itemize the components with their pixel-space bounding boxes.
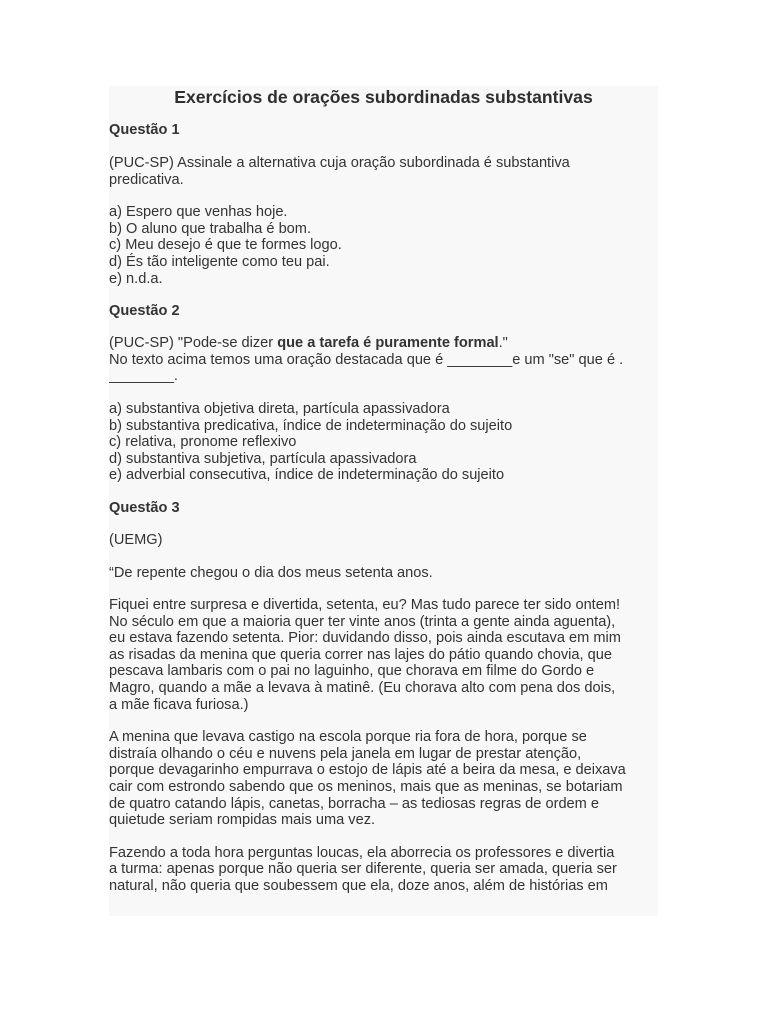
question-2-options (109, 401, 658, 484)
prompt-line: (PUC-SP) Assinale a alternativa cuja oração subordinada é substantiva (109, 155, 570, 171)
text-line: natural, não queria que soubessem que ela, doze anos, além de histórias em (109, 878, 608, 894)
question-3-source: (UEMG) (109, 531, 163, 548)
question-2 (109, 303, 658, 484)
question-1-options (109, 204, 658, 287)
option-a: a) Espero que venhas hoje. (109, 204, 288, 221)
option-c: c) relativa, pronome reflexivo (109, 434, 297, 451)
text-line: cair com estrondo sabendo que os meninos, mais que as meninas, se botariam (109, 779, 623, 796)
text-line: a turma: apenas porque não queria ser diferente, queria ser amada, queria ser (109, 861, 617, 878)
question-3-heading: Questão 3 (109, 499, 180, 516)
question-2-heading: Questão 2 (109, 303, 180, 320)
prompt-line: predicativa. (109, 171, 184, 188)
question-3 (109, 500, 658, 895)
text-line: as risadas da menina que queria correr nas lajes do pátio quando chovia, que (109, 646, 612, 663)
option-b: b) substantiva predicativa, índice de indeterminação do sujeito (109, 417, 513, 434)
option-d: d) substantiva subjetiva, partícula apassivadora (109, 450, 417, 467)
document-title: Exercícios de orações subordinadas substantivas (174, 87, 593, 107)
text-line: quietude seriam rompidas mais uma vez. (109, 812, 376, 829)
text-line: Fazendo a toda hora perguntas loucas, ela aborrecia os professores e divertia (109, 844, 615, 861)
prompt-highlight: que a tarefa é puramente formal (277, 335, 499, 352)
prompt-line: ________. (109, 368, 178, 385)
question-1 (109, 122, 658, 287)
paragraph (109, 845, 658, 895)
paragraph (109, 597, 658, 713)
question-1-heading: Questão 1 (109, 122, 180, 138)
option-e: e) adverbial consecutiva, índice de indeterminação do sujeito (109, 467, 505, 484)
text-line: No século em que a maioria quer ter vinte anos (trinta a gente ainda aguenta), (109, 613, 616, 630)
question-3-quote-opening: “De repente chegou o dia dos meus setenta anos. (109, 564, 433, 581)
option-e: e) n.d.a. (109, 270, 163, 287)
question-1-prompt (109, 155, 658, 188)
text-line: a mãe ficava furiosa.) (109, 696, 249, 713)
question-2-prompt (109, 335, 658, 385)
option-a: a) substantiva objetiva direta, partícula apassivadora (109, 400, 450, 417)
option-d: d) És tão inteligente como teu pai. (109, 253, 330, 270)
text-line: eu estava fazendo setenta. Pior: duvidando disso, pois ainda escutava em mim (109, 630, 621, 647)
text-line: pescava lambaris com o pai no laguinho, que chorava em filme do Gordo e (109, 663, 595, 680)
prompt-suffix: ." (498, 335, 508, 352)
text-line: Magro, quando a mãe a levava à matinê. (Eu chorava alto com pena dos dois, (109, 680, 616, 697)
prompt-prefix: (PUC-SP) "Pode-se dizer (109, 335, 278, 352)
prompt-line (109, 335, 658, 352)
option-b: b) O aluno que trabalha é bom. (109, 220, 312, 237)
prompt-line: No texto acima temos uma oração destacada que é ________e um "se" que é . (109, 351, 624, 368)
text-line: porque devagarinho empurrava o estojo de lápis até a beira da mesa, e deixava (109, 762, 626, 779)
document-sheet (109, 86, 658, 916)
text-line: A menina que levava castigo na escola porque ria fora de hora, porque se (109, 729, 587, 746)
paragraph (109, 729, 658, 829)
text-line: distraía olhando o céu e nuvens pela janela em lugar de prestar atenção, (109, 745, 582, 762)
text-line: de quatro catando lápis, canetas, borracha – as tediosas regras de ordem e (109, 795, 600, 812)
option-c: c) Meu desejo é que te formes logo. (109, 237, 342, 254)
text-line: Fiquei entre surpresa e divertida, setenta, eu? Mas tudo parece ter sido ontem! (109, 597, 621, 614)
